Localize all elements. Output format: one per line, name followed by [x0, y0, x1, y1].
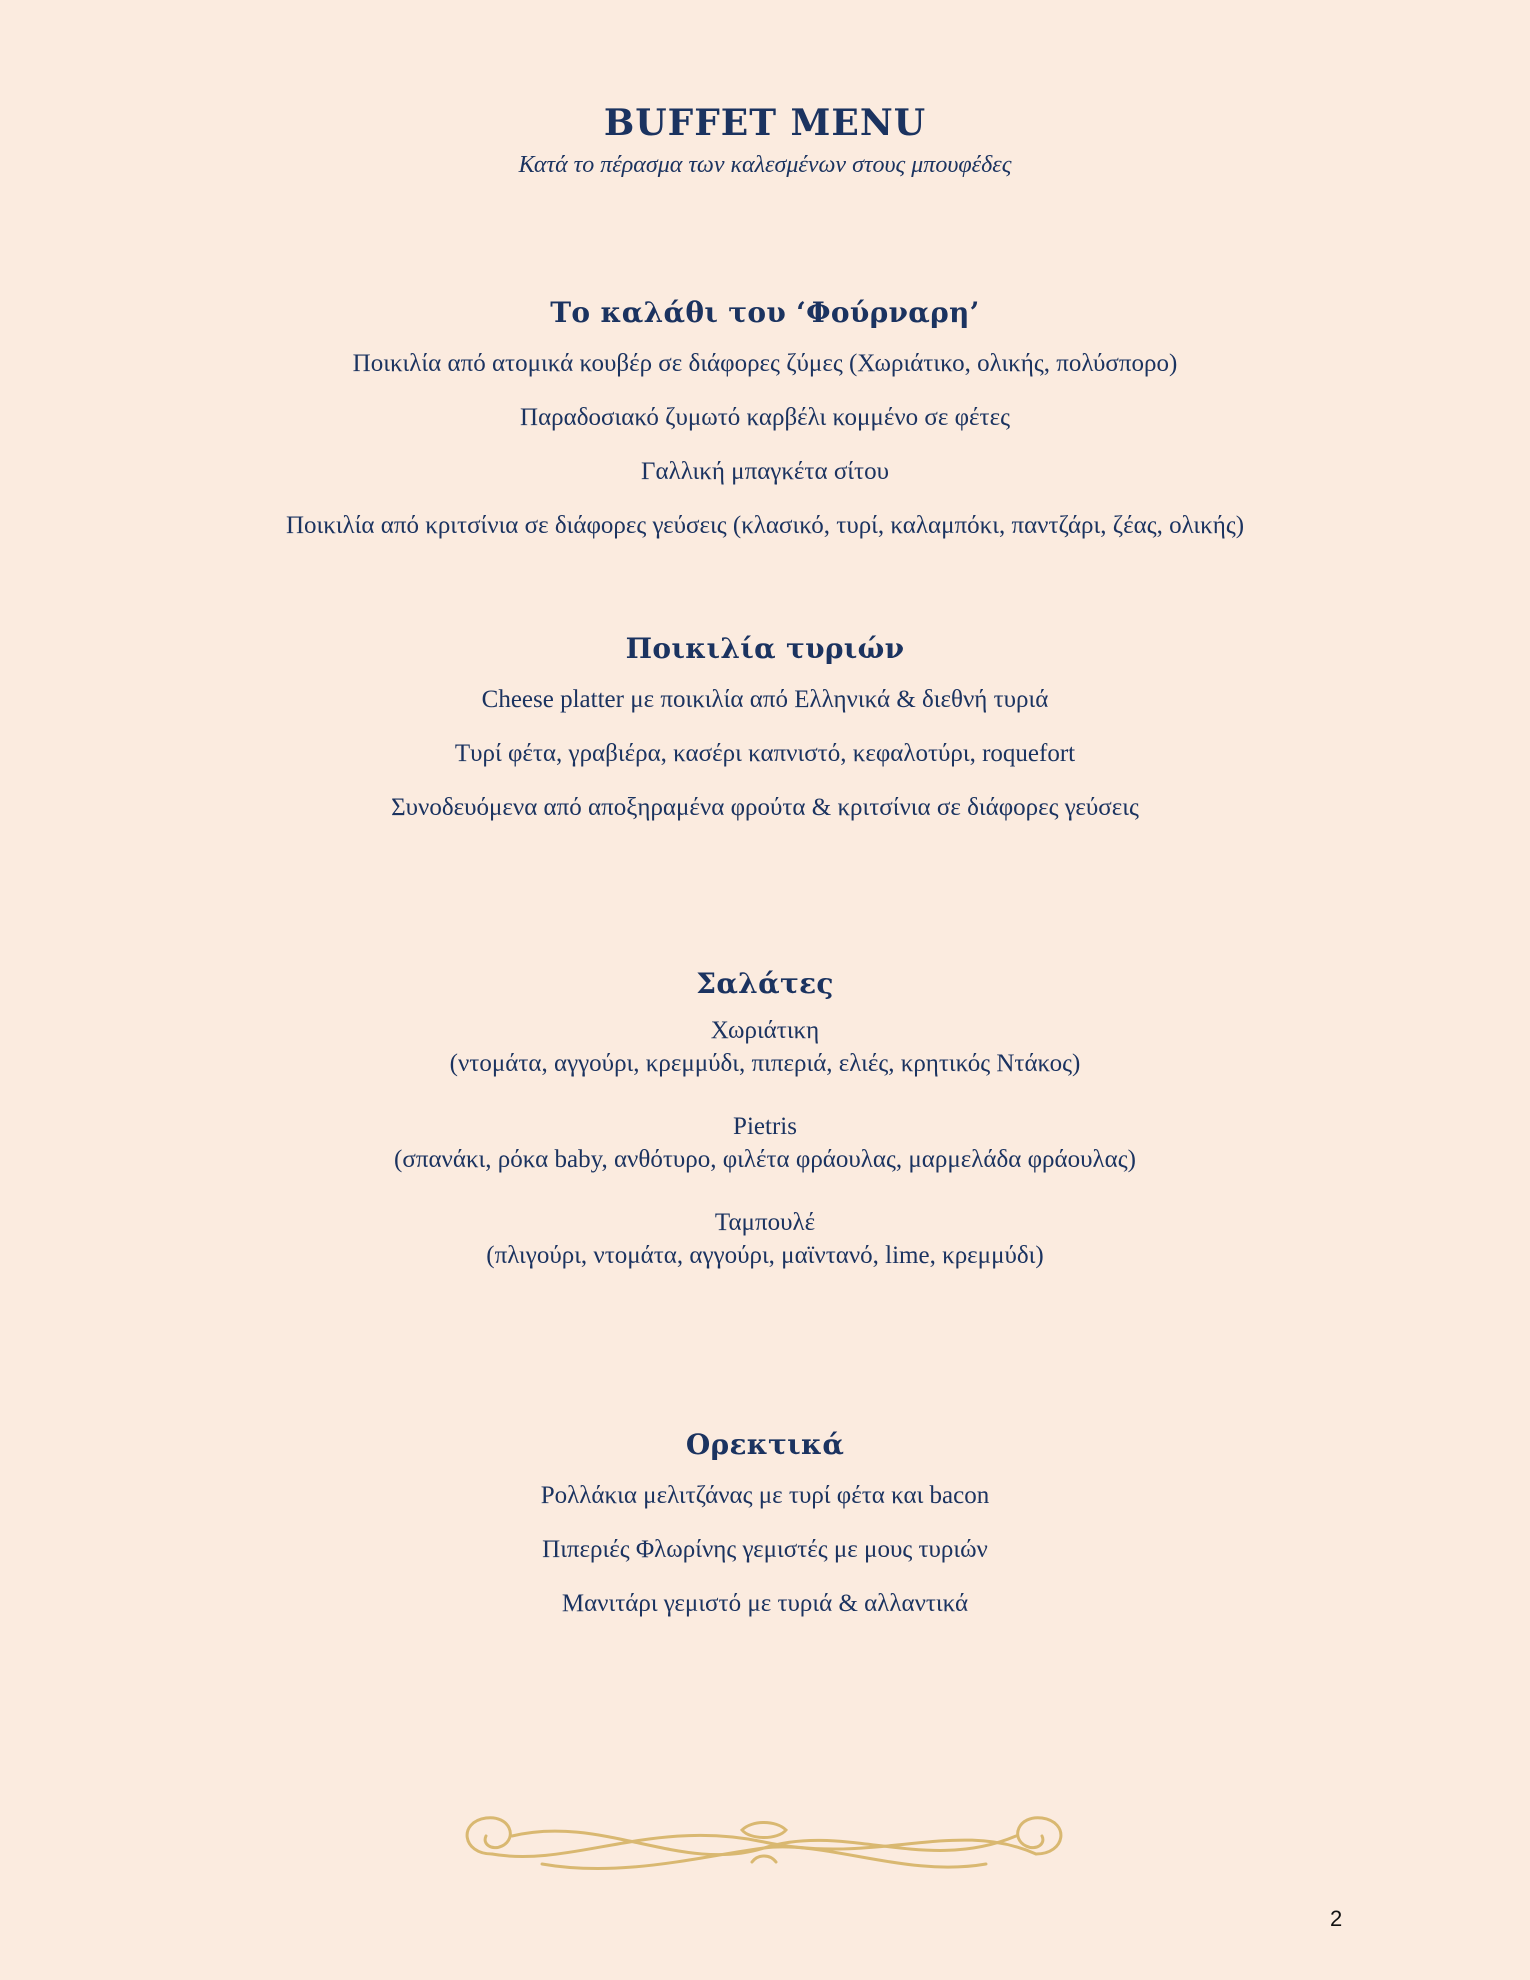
section-bread-basket: [0, 296, 1530, 565]
menu-item: Cheese platter με ποικιλία από Ελληνικά & διεθνή τυριά: [481, 686, 1049, 713]
menu-item: Ρολλάκια μελιτζάνας με τυρί φέτα και bacon: [540, 1482, 990, 1509]
salad-item: [0, 1110, 1530, 1176]
section-salads: [0, 967, 1530, 1302]
salad-name: Pietris: [733, 1113, 797, 1140]
flourish-divider-icon: [452, 1808, 1076, 1882]
menu-item: Παραδοσιακό ζυμωτό καρβέλι κομμένο σε φέτες: [520, 404, 1010, 431]
section-title: Το καλάθι του ‘Φούρναρη’: [550, 296, 980, 329]
section-cheese-platter: [0, 632, 1530, 847]
menu-item: Ποικιλία από ατομικά κουβέρ σε διάφορες ζύμες (Χωριάτικο, ολικής, πολύσπορο): [352, 350, 1178, 377]
menu-item: Ποικιλία από κριτσίνια σε διάφορες γεύσεις (κλασικό, τυρί, καλαμπόκι, παντζάρι, ζέας, ολικής): [285, 512, 1245, 539]
salad-name: Χωριάτικη: [710, 1017, 820, 1044]
section-title: Ορεκτικά: [685, 1428, 845, 1461]
menu-title: BUFFET MENU: [603, 102, 927, 144]
salad-item: [0, 1014, 1530, 1080]
menu-item: Πιπεριές Φλωρίνης γεμιστές με μους τυριών: [542, 1536, 988, 1563]
menu-item: Γαλλική μπαγκέτα σίτου: [641, 458, 889, 485]
menu-item: Συνοδευόμενα από αποξηραμένα φρούτα & κριτσίνια σε διάφορες γεύσεις: [391, 794, 1139, 821]
salad-description: (πλιγούρι, ντομάτα, αγγούρι, μαϊντανό, lime, κρεμμύδι): [486, 1242, 1044, 1269]
menu-item: Τυρί φέτα, γραβιέρα, κασέρι καπνιστό, κεφαλοτύρι, roquefort: [454, 740, 1076, 767]
salad-description: (ντομάτα, αγγούρι, κρεμμύδι, πιπεριά, ελιές, κρητικός Ντάκος): [449, 1050, 1081, 1077]
section-title: Σαλάτες: [696, 967, 834, 1000]
salad-description: (σπανάκι, ρόκα baby, ανθότυρο, φιλέτα φράουλας, μαρμελάδα φράουλας): [394, 1146, 1136, 1173]
salad-item: [0, 1206, 1530, 1272]
menu-item: Μανιτάρι γεμιστό με τυριά & αλλαντικά: [561, 1590, 969, 1617]
section-title: Ποικιλία τυριών: [625, 632, 905, 665]
section-appetizers: [0, 1428, 1530, 1643]
salad-name: Ταμπουλέ: [714, 1209, 816, 1236]
page-number: 2: [1330, 1906, 1343, 1931]
menu-subtitle: Κατά το πέρασμα των καλεσμένων στους μπουφέδες: [518, 152, 1012, 178]
